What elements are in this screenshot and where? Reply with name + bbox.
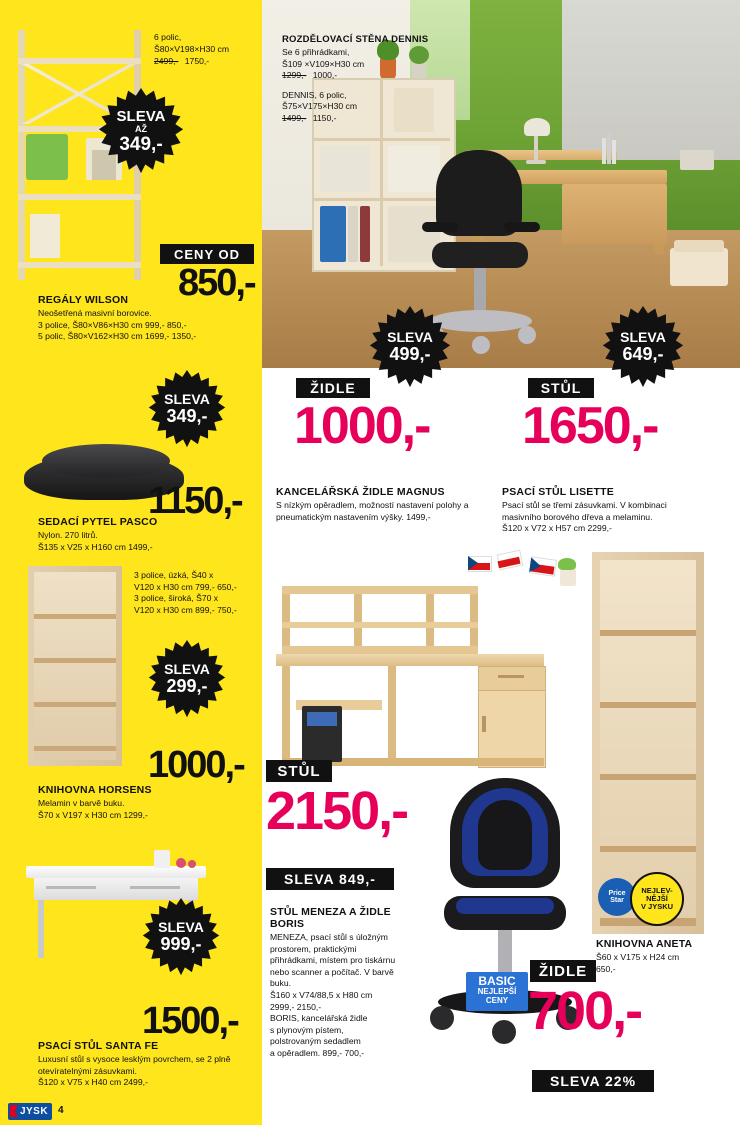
- badge-santafe-value: 999,-: [160, 933, 202, 954]
- desc-regaly-wilson: Neošetřená masivní borovice.: [38, 308, 152, 318]
- title-horsens: KNIHOVNA HORSENS: [38, 784, 152, 796]
- line-meneza-4: polstrovaným sedadlem: [270, 1036, 361, 1047]
- badge-pasco-sleva: [148, 370, 226, 448]
- desc-magnus: S nízkým opěradlem, možností nastavení polohy a pneumatickým nastavením výšky. 1499,-: [276, 500, 469, 522]
- badge-horsens-value: 299,-: [166, 675, 208, 696]
- price-star-line1: Price: [608, 889, 626, 897]
- title-santafe: PSACÍ STŮL SANTA FE: [38, 1040, 159, 1052]
- dims-dennis: Š109 ×V109×H30 cm: [282, 58, 365, 69]
- pill-zidle-magnus-label: ŽIDLE: [310, 380, 356, 396]
- line-lisette-0: Š120 x V72 x H57 cm 2299,-: [502, 523, 612, 534]
- text-regaly-wilson: [38, 294, 250, 343]
- jysk-logo-text: JYSK: [19, 1106, 49, 1117]
- text-dennis: [282, 34, 447, 125]
- note-horsens-2: 3 police, široká, Š70 x: [134, 593, 219, 604]
- pill-ceny-od-label: CENY OD: [174, 246, 240, 262]
- nejlev-line2: NĚJŠÍ: [646, 894, 668, 904]
- line-wilson-1: 5 polic, Š80×V162×H30 cm 1699,- 1350,-: [38, 331, 197, 342]
- title-meneza-2: BORIS: [270, 918, 305, 930]
- bar-sleva-meneza-label: SLEVA 849,-: [284, 871, 376, 887]
- nejlev-line1: NEJLEV-: [641, 886, 673, 896]
- text-pasco: [38, 516, 238, 553]
- newprice2-dennis: 1150,-: [312, 112, 337, 123]
- desc2-dennis: DENNIS, 6 polic,: [282, 89, 347, 100]
- price-boris: 700,-: [528, 981, 642, 1041]
- text-santafe: [38, 1040, 243, 1089]
- basic-badge-line1: BASIC: [478, 974, 516, 988]
- basic-badge-line3: CENY: [485, 995, 509, 1005]
- bar-sleva-boris: [532, 1070, 654, 1092]
- badge-magnus-label: SLEVA: [387, 329, 433, 346]
- title-dennis: ROZDĚLOVACÍ STĚNA DENNIS: [282, 34, 429, 45]
- line-meneza-3: s plynovým pístem,: [270, 1024, 344, 1035]
- badge-santafe-sleva: [142, 898, 220, 976]
- line-aneta-1: 650,-: [596, 963, 616, 974]
- flag-decor: [468, 552, 578, 592]
- pill-zidle-magnus: [296, 378, 370, 398]
- text-magnus: [276, 486, 481, 523]
- horsens-photo: [28, 566, 122, 766]
- price-pasco: 1150,-: [148, 480, 242, 522]
- title-pasco: SEDACÍ PYTEL PASCO: [38, 516, 158, 528]
- line-meneza-1: 2999,- 2150,-: [270, 1001, 322, 1012]
- desc-santafe: Luxusní stůl s vysoce lesklým povrchem, se 2 plně otevíratelnými zásuvkami.: [38, 1054, 231, 1076]
- pill-stul-meneza-label: STŮL: [277, 762, 321, 780]
- title-meneza-1: STŮL MENEZA A ŽIDLE: [270, 906, 391, 918]
- title-lisette: PSACÍ STŮL LISETTE: [502, 486, 614, 498]
- note-horsens: [134, 570, 254, 616]
- regal-6polic-dims: Š80×V198×H30 cm: [154, 43, 230, 54]
- title-aneta: KNIHOVNA ANETA: [596, 938, 693, 950]
- title-regaly-wilson: REGÁLY WILSON: [38, 294, 129, 306]
- line-meneza-2: BORIS, kancelářská židle: [270, 1013, 368, 1024]
- regal-6polic-desc: 6 polic,: [154, 32, 182, 42]
- line-meneza-0: Š160 x V74/88,5 x H80 cm: [270, 989, 373, 1000]
- badge-lisette-label: SLEVA: [620, 329, 666, 346]
- desc-lisette: Psací stůl se třemi zásuvkami. V kombinaci masivního borového dřeva a melaminu.: [502, 500, 667, 522]
- pill-stul-meneza: [266, 760, 332, 782]
- line-meneza-5: a opěradlem. 899,- 700,-: [270, 1047, 365, 1058]
- flag-icon: [10, 1105, 18, 1117]
- badge-lisette-sleva: [602, 306, 684, 388]
- desc-pasco: Nylon. 270 litrů.: [38, 530, 98, 540]
- nejlevnejsi-sticker: [630, 872, 684, 926]
- line-santafe-0: Š120 x V75 x H40 cm 2499,-: [38, 1077, 148, 1088]
- regal-6polic-oldprice: 2499,-: [154, 56, 179, 67]
- badge-horsens-label: SLEVA: [164, 661, 210, 678]
- badge-magnus-value: 499,-: [389, 343, 431, 364]
- newprice-dennis: 1000,-: [312, 70, 338, 81]
- pill-zidle-boris: [530, 960, 596, 982]
- price-lisette: 1650,-: [522, 397, 658, 455]
- price-horsens: 1000,-: [148, 744, 244, 786]
- badge-pasco-label: SLEVA: [164, 391, 210, 408]
- note-horsens-0: 3 police, úzká, Š40 x: [134, 570, 214, 580]
- price-wilson: 850,-: [178, 262, 255, 304]
- jysk-logo: [8, 1103, 52, 1120]
- badge-wilson-value: 349,-: [119, 133, 163, 155]
- line-wilson-0: 3 police, Š80×V86×H30 cm 999,- 850,-: [38, 319, 187, 330]
- badge-santafe-label: SLEVA: [158, 919, 204, 936]
- line-aneta-0: Š60 x V175 x H24 cm: [596, 952, 680, 962]
- price-meneza: 2150,-: [266, 781, 408, 841]
- pill-stul-lisette: [528, 378, 594, 398]
- badge-pasco-value: 349,-: [166, 405, 208, 426]
- regal-6polic-text: [154, 32, 254, 68]
- desc-meneza: MENEZA, psací stůl s úložným prostorem, praktickými přihrádkami, místem pro tiskárnu nebo scanner a počítač. V barvě buku.: [270, 932, 396, 989]
- badge-magnus-sleva: [369, 306, 451, 388]
- basic-badge: [466, 972, 528, 1011]
- page-number: 4: [58, 1105, 64, 1116]
- price-santafe: 1500,-: [142, 1000, 238, 1042]
- desc-horsens: Melamin v barvě buku.: [38, 798, 125, 808]
- basic-badge-line2: NEJLEPŠÍ: [477, 987, 517, 997]
- pill-stul-lisette-label: STŮL: [540, 380, 582, 396]
- desc-dennis: Se 6 přihrádkami,: [282, 47, 350, 57]
- oldprice-dennis: 1299,-: [282, 70, 307, 81]
- price-magnus: 1000,-: [294, 397, 430, 455]
- text-lisette: [502, 486, 707, 535]
- note-horsens-1: V120 x H30 cm 799,- 650,-: [134, 581, 237, 592]
- text-meneza: [270, 906, 398, 1060]
- line-pasco-0: Š135 x V25 x H160 cm 1499,-: [38, 541, 153, 552]
- badge-horsens-sleva: [148, 640, 226, 718]
- price-star-line2: Star: [610, 897, 624, 904]
- badge-wilson-sleva: [98, 88, 184, 174]
- bar-sleva-boris-label: SLEVA 22%: [549, 1073, 637, 1089]
- bar-sleva-meneza: [266, 868, 394, 890]
- badge-wilson-label: SLEVA: [116, 107, 166, 125]
- nejlev-line3: V JYSKU: [640, 901, 674, 911]
- badge-wilson-extra: AŽ: [135, 123, 147, 134]
- oldprice2-dennis: 1499,-: [282, 112, 307, 123]
- badge-lisette-value: 649,-: [622, 343, 664, 364]
- regal-6polic-newprice: 1750,-: [184, 56, 210, 67]
- title-magnus: KANCELÁŘSKÁ ŽIDLE MAGNUS: [276, 486, 445, 498]
- dims2-dennis: Š75×V175×H30 cm: [282, 101, 358, 112]
- line-horsens-0: Š70 x V197 x H30 cm 1299,-: [38, 809, 148, 820]
- note-horsens-3: V120 x H30 cm 899,- 750,-: [134, 604, 237, 615]
- pill-ceny-od: [160, 244, 254, 264]
- text-horsens: [38, 784, 243, 821]
- text-aneta: [596, 938, 736, 975]
- pill-zidle-boris-label: ŽIDLE: [538, 962, 588, 980]
